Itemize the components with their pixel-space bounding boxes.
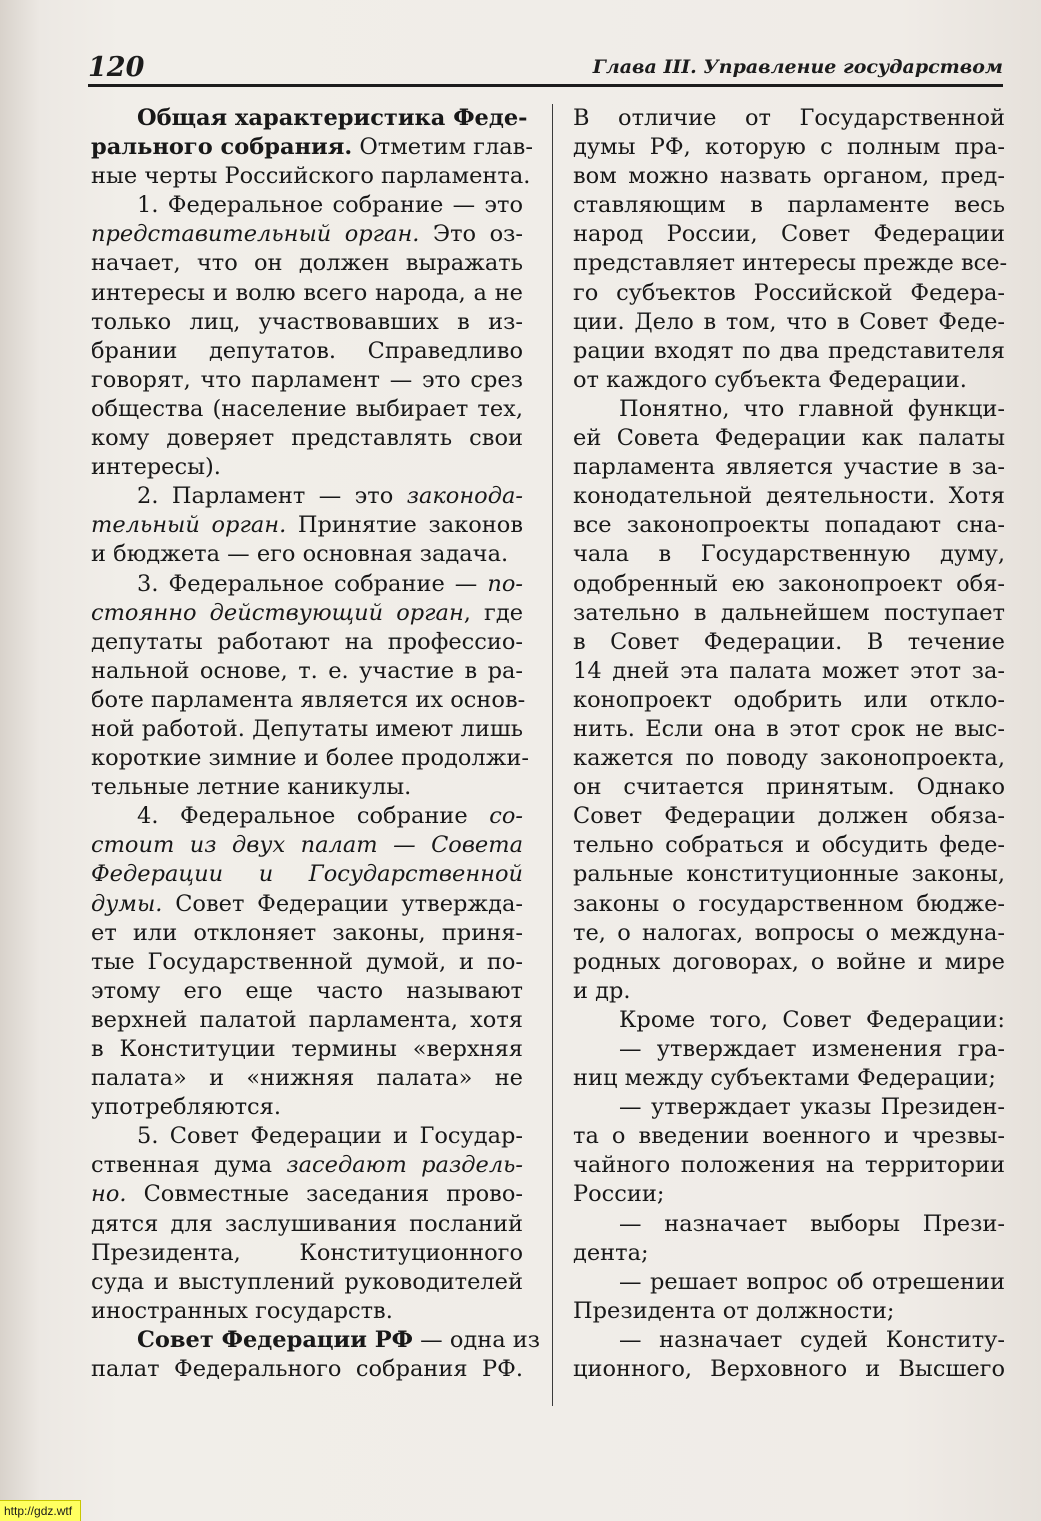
text-line	[91, 337, 523, 366]
text-line	[91, 860, 523, 889]
text-line	[91, 453, 523, 482]
page-header	[88, 50, 1003, 87]
text-run: ственная дума	[91, 1152, 287, 1179]
text-line	[91, 831, 523, 860]
text-line	[91, 366, 523, 395]
text-run: 5. Совет Федерации и Государ-	[137, 1123, 523, 1150]
text-line	[91, 424, 523, 453]
text-run: тельный орган.	[91, 512, 287, 539]
text-run: в Совет Федерации. В течение	[573, 628, 1005, 655]
text-line	[91, 308, 523, 337]
text-run: чала в Государственную думу,	[573, 541, 1005, 568]
text-line	[573, 366, 1005, 395]
text-run: боте парламента является их основ-	[91, 686, 526, 713]
text-run: го субъектов Российской Федера-	[573, 279, 1005, 306]
right-text-column	[573, 104, 1008, 1384]
text-line	[91, 104, 528, 133]
text-run: Совместные заседания прово-	[126, 1181, 523, 1208]
text-line	[91, 919, 523, 948]
text-run: в Конституции термины «верхняя	[91, 1036, 523, 1062]
text-line	[91, 628, 523, 657]
text-line	[573, 1064, 1005, 1093]
text-run: те, о налогах, вопросы о междуна-	[573, 919, 1005, 946]
text-line	[573, 686, 1005, 715]
text-line	[573, 1210, 1005, 1239]
text-line	[91, 686, 526, 715]
text-line	[573, 628, 1005, 657]
text-run: по-	[487, 570, 523, 597]
text-line	[573, 890, 1005, 919]
text-line	[91, 1326, 541, 1355]
text-line	[573, 599, 1005, 628]
text-line	[573, 249, 1008, 278]
text-line	[91, 191, 523, 220]
text-line	[573, 1268, 1005, 1297]
text-run: конодательной деятельности. Хотя	[573, 483, 1005, 510]
text-line	[573, 570, 1005, 599]
text-run: представительный орган.	[91, 221, 420, 248]
text-line	[91, 570, 523, 599]
text-run: парламента является участие в за-	[573, 454, 1005, 481]
text-run: и др.	[573, 977, 631, 1004]
text-run: кажется по поводу законопроекта,	[573, 745, 1005, 772]
text-run: чайного положения на территории	[573, 1152, 1005, 1179]
text-line	[91, 744, 530, 773]
text-line	[573, 162, 1005, 191]
text-run: Принятие законов	[286, 512, 523, 539]
text-run: ставляющим в парламенте весь	[573, 192, 1005, 219]
text-run: — назначает судей Конститу-	[619, 1326, 1005, 1353]
text-run: Совет Федерации РФ	[137, 1326, 414, 1353]
text-run: В отличие от Государственной	[573, 105, 1005, 131]
text-run: 2. Парламент — это	[137, 483, 407, 510]
text-line	[91, 1355, 523, 1384]
text-line	[91, 977, 523, 1006]
text-run: иностранных государств.	[91, 1297, 393, 1324]
text-run: палат Федерального собрания РФ.	[91, 1356, 523, 1383]
text-run: родных договорах, о войне и мире	[573, 948, 1005, 975]
left-text-column	[91, 104, 541, 1384]
text-run: Кроме того, Совет Федерации:	[619, 1006, 1005, 1033]
text-line	[91, 1122, 523, 1151]
text-run: народ России, Совет Федерации	[573, 221, 1005, 248]
text-run: конопроект одобрить или откло-	[573, 686, 1005, 713]
text-run: нить. Если она в этот срок не выс-	[573, 715, 1005, 742]
text-run: кому доверяет представлять свои	[91, 425, 523, 452]
text-run: 14 дней эта палата может этот за-	[573, 657, 1005, 684]
text-run: интересы и волю всего народа, а не	[91, 279, 523, 306]
text-run: вом можно назвать органом, пред-	[573, 163, 1005, 190]
text-line	[573, 1006, 1005, 1035]
text-line	[573, 802, 1005, 831]
text-line	[91, 715, 523, 744]
text-line	[573, 1151, 1005, 1180]
text-run: Федерации и Государственной	[91, 861, 523, 888]
text-run: зательно в дальнейшем поступает	[573, 599, 1005, 626]
text-line	[91, 1006, 523, 1035]
text-line	[91, 133, 533, 162]
text-run: Президента от должности;	[573, 1297, 895, 1324]
text-run: ет или отклоняет законы, приня-	[91, 919, 523, 946]
text-line	[91, 249, 523, 278]
text-line	[573, 1122, 1005, 1151]
text-run: рального собрания.	[91, 134, 353, 161]
text-line	[91, 1064, 523, 1093]
text-line	[91, 1268, 523, 1297]
text-run: 4. Федеральное собрание	[137, 803, 490, 830]
text-run: и бюджета — его основная задача.	[91, 541, 509, 568]
text-line	[573, 919, 1005, 948]
text-run: одобренный ею законопроект обя-	[573, 570, 1005, 597]
text-line	[573, 191, 1005, 220]
text-line	[573, 657, 1005, 686]
text-line	[573, 424, 1005, 453]
text-run: думы.	[91, 890, 163, 917]
text-line	[573, 337, 1005, 366]
text-run: только лиц, участвовавших в из-	[91, 308, 523, 335]
text-line	[91, 395, 523, 424]
text-run: брании депутатов. Справедливо	[91, 337, 523, 364]
text-run: Совет Федерации должен обяза-	[573, 803, 1005, 830]
text-run: России;	[573, 1181, 665, 1208]
text-run: Это оз-	[419, 221, 523, 248]
text-run: ниц между субъектами Федерации;	[573, 1065, 996, 1092]
text-run: со-	[489, 803, 523, 830]
text-run: — утверждает указы Президен-	[619, 1094, 1005, 1121]
text-line	[573, 977, 1005, 1006]
text-line	[573, 482, 1005, 511]
text-line	[573, 1239, 1005, 1268]
chapter-title: Глава III. Управление государством	[592, 56, 1003, 78]
text-run: представляет интересы прежде все-	[573, 250, 1008, 277]
text-run: верхней палатой парламента, хотя	[91, 1006, 523, 1033]
text-run: Общая характеристика Феде-	[137, 105, 528, 131]
text-run: рации входят по два представителя	[573, 337, 1005, 364]
text-run: ной работой. Депутаты имеют лишь	[91, 715, 523, 742]
text-run: ционного, Верховного и Высшего	[573, 1356, 1005, 1383]
text-line	[573, 220, 1005, 249]
text-run: короткие зимние и более продолжи-	[91, 745, 530, 772]
text-run: законы о государственном бюдже-	[573, 890, 1005, 917]
text-run: палата» и «нижняя палата» не	[91, 1065, 523, 1092]
text-run: стоит из двух палат — Совета	[91, 832, 523, 859]
text-line	[91, 948, 523, 977]
text-run: Понятно, что главной функци-	[619, 395, 1005, 422]
text-line	[573, 744, 1005, 773]
text-line	[91, 1093, 523, 1122]
text-run: заседают раздель-	[286, 1152, 523, 1179]
text-run: думы РФ, которую с полным пра-	[573, 134, 1005, 161]
text-line	[91, 279, 523, 308]
text-line	[91, 1297, 523, 1326]
text-run: ные черты Российского парламента.	[91, 163, 531, 190]
watermark-link[interactable]: http://gdz.wtf	[0, 1500, 81, 1521]
text-line	[91, 1180, 523, 1209]
text-run: тельные летние каникулы.	[91, 774, 412, 801]
text-line	[573, 1355, 1005, 1384]
text-run: — одна из	[413, 1326, 541, 1353]
text-run: все законопроекты попадают сна-	[573, 512, 1005, 539]
text-line	[573, 860, 1005, 889]
text-run: Президента, Конституционного	[91, 1239, 523, 1266]
text-run: тельно собраться и обсудить феде-	[573, 832, 1005, 859]
text-run: ей Совета Федерации как палаты	[573, 425, 1005, 452]
text-line	[91, 540, 523, 569]
text-line	[91, 657, 523, 686]
text-line	[573, 1297, 1005, 1326]
text-line	[573, 1326, 1005, 1355]
text-line	[91, 220, 523, 249]
text-line	[91, 1151, 523, 1180]
text-line	[91, 162, 531, 191]
text-run: общества (население выбирает тех,	[91, 395, 523, 422]
text-line	[91, 1035, 523, 1064]
text-line	[91, 890, 523, 919]
text-run: тые Государственной думой, и по-	[91, 948, 523, 975]
text-line	[573, 831, 1005, 860]
text-run: он считается принятым. Однако	[573, 774, 1005, 801]
text-run: ральные конституционные законы,	[573, 861, 1005, 888]
text-run: интересы).	[91, 454, 221, 481]
text-run: ции. Дело в том, что в Совет Феде-	[573, 308, 1005, 335]
column-divider	[552, 104, 553, 1406]
text-run: но.	[91, 1181, 127, 1208]
text-line	[91, 599, 523, 628]
text-line	[573, 1035, 1005, 1064]
text-run: говорят, что парламент — это срез	[91, 366, 523, 393]
text-line	[573, 511, 1005, 540]
text-run: Совет Федерации утвержда-	[162, 890, 523, 917]
text-line	[91, 1210, 523, 1239]
text-line	[573, 279, 1005, 308]
text-run: этому его еще часто называют	[91, 977, 523, 1004]
text-line	[91, 802, 523, 831]
text-line	[91, 1239, 523, 1268]
text-line	[573, 395, 1005, 424]
text-line	[573, 773, 1005, 802]
text-run: та о введении военного и чрезвы-	[573, 1123, 1005, 1150]
text-line	[91, 511, 523, 540]
text-line	[573, 1093, 1005, 1122]
text-line	[573, 948, 1005, 977]
text-run: дента;	[573, 1239, 649, 1266]
text-run: начает, что он должен выражать	[91, 250, 523, 277]
text-line	[573, 104, 1005, 133]
text-line	[91, 482, 523, 511]
text-run: — утверждает изменения гра-	[619, 1036, 1005, 1062]
text-run: дятся для заслушивания посланий	[91, 1210, 523, 1237]
text-line	[573, 1180, 1005, 1209]
text-run: — назначает выборы Прези-	[619, 1210, 1005, 1237]
text-line	[573, 308, 1005, 337]
text-run: , где	[463, 599, 524, 626]
text-run: нальной основе, т. е. участие в ра-	[91, 657, 523, 684]
text-run: 3. Федеральное собрание —	[137, 570, 488, 597]
text-line	[573, 715, 1005, 744]
text-line	[573, 133, 1005, 162]
text-run: от каждого субъекта Федерации.	[573, 366, 967, 393]
text-run: Отметим глав-	[352, 134, 533, 161]
text-run: стоянно действующий орган	[91, 599, 464, 626]
page-number: 120	[88, 52, 145, 83]
text-run: законода-	[406, 483, 523, 510]
text-run: — решает вопрос об отрешении	[619, 1268, 1005, 1295]
text-line	[573, 540, 1005, 569]
text-run: употребляются.	[91, 1094, 281, 1121]
text-line	[91, 773, 523, 802]
text-run: суда и выступлений руководителей	[91, 1268, 523, 1295]
text-run: 1. Федеральное собрание — это	[137, 192, 523, 219]
text-run: депутаты работают на профессио-	[91, 628, 523, 655]
text-line	[573, 453, 1005, 482]
